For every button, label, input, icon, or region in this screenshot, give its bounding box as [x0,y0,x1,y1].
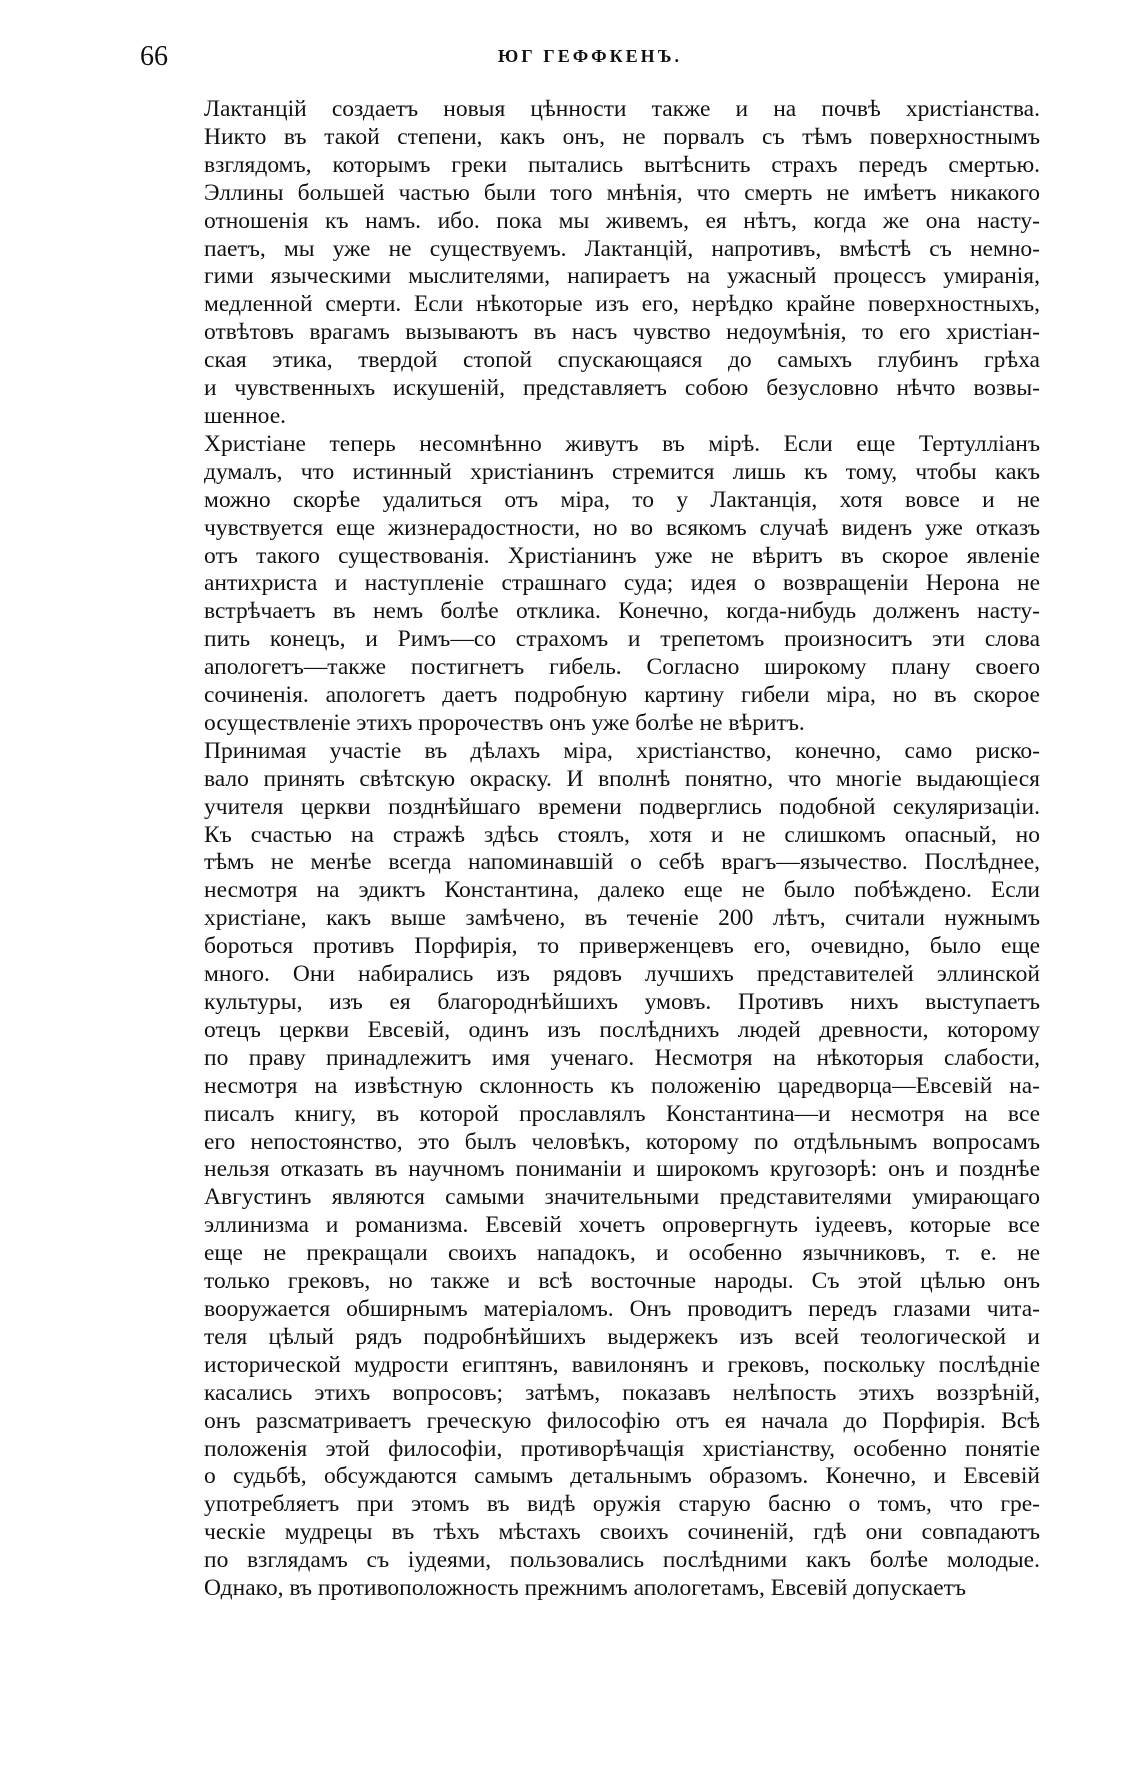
text-line: много. Они набирались изъ рядовъ лучшихъ представителей эллинской [204,961,1040,988]
text-line: и чувственныхъ искушенiй, представляетъ собою безусловно нѣчто возвы- [204,375,1040,402]
text-line: Лактанцiй создаетъ новыя цѣнности также и на почвѣ христiанства. [204,96,1040,122]
text-line: осуществленiе этихъ пророчествъ онъ уже болѣе не вѣритъ. [204,709,805,736]
text-line: еще не прекращали своихъ нападокъ, и особенно язычниковъ, т. е. не [204,1240,1040,1267]
text-line: пить конецъ, и Римъ—со страхомъ и трепетомъ произноситъ эти слова [204,626,1040,653]
text-line: можно скорѣе удалиться отъ мiра, то у Лактанцiя, хотя вовсе и не [204,486,1040,513]
text-line: думалъ, что истинный христiанинъ стремится лишь къ тому, чтобы какъ [204,458,1040,485]
text-line: Эллины большей частью были того мнѣнiя, что смерть не имѣетъ никакого [204,179,1040,206]
body-text [138,96,1040,1603]
text-line: отецъ церкви Евсевiй, одинъ изъ послѣднихъ людей древности, которому [204,1016,1040,1043]
text-line: встрѣчаетъ въ немъ болѣе отклика. Конечно, когда-нибудь долженъ насту- [204,598,1040,625]
text-line: несмотря на эдиктъ Константина, далеко еще не было побѣждено. Если [204,877,1040,904]
text-line: писалъ книгу, въ которой прославлялъ Константина—и несмотря на все [204,1100,1040,1127]
text-line: учителя церкви позднѣйшаго времени подверглись подобной секуляризацiи. [204,793,1040,820]
text-line: Къ счастью на стражѣ здѣсь стоялъ, хотя и не слишкомъ опасный, но [204,821,1040,848]
text-line: отъ такого существованiя. Христiанинъ уже не вѣритъ въ скорое явленiе [204,542,1040,569]
text-line: вооружается обширнымъ матерiаломъ. Онъ проводитъ передъ глазами чита- [204,1295,1040,1322]
text-line: исторической мудрости египтянъ, вавилонянъ и грековъ, поскольку послѣднiе [204,1351,1040,1378]
text-line: антихриста и наступленiе страшнаго суда; идея о возвращенiи Нерона не [204,570,1040,597]
text-line: взглядомъ, которымъ греки пытались вытѣснить страхъ передъ смертью. [204,151,1040,178]
page-header [140,40,1040,80]
text-line: шенное. [204,402,287,429]
text-line: нельзя отказать въ научномъ пониманiи и широкомъ кругозорѣ: онъ и позднѣе [204,1156,1040,1183]
text-line: ская этика, твердой стопой спускающаяся до самыхъ глубинъ грѣха [204,347,1040,374]
text-line: отвѣтовъ врагамъ вызываютъ въ насъ чувство недоумѣнiя, то его христiан- [204,319,1040,346]
running-title: ЮГ ГЕФФКЕНЪ. [498,46,682,66]
text-line: бороться противъ Порфирiя, то приверженцевъ его, очевидно, было еще [204,933,1040,960]
text-line: медленной смерти. Если нѣкоторые изъ его, нерѣдко крайне поверхностныхъ, [204,291,1040,318]
text-line: только грековъ, но также и всѣ восточные народы. Съ этой цѣлью онъ [204,1268,1040,1295]
text-line: сочиненiя. апологетъ даетъ подробную картину гибели мiра, но въ скорое [204,682,1040,709]
text-line: по взглядамъ съ iудеями, пользовались послѣдними какъ болѣе молодые. [204,1547,1040,1574]
text-line: тѣмъ не менѣе всегда напоминавшiй о себѣ врагъ—язычество. Послѣднее, [204,849,1040,876]
text-line: употребляетъ при этомъ въ видѣ оружiя старую басню о томъ, что гре- [204,1491,1040,1518]
text-line: эллинизма и романизма. Евсевiй хочетъ опровергнуть iудеевъ, которые все [204,1212,1040,1239]
text-line: касались этихъ вопросовъ; затѣмъ, показавъ нелѣпость этихъ воззрѣнiй, [204,1379,1040,1406]
text-line: христiане, какъ выше замѣчено, въ теченiе 200 лѣтъ, считали нужнымъ [204,905,1040,932]
text-line: культуры, изъ ея благороднѣйшихъ умовъ. Противъ нихъ выступаетъ [204,989,1040,1015]
text-line: Августинъ являются самыми значительными представителями умирающаго [204,1184,1040,1211]
text-line: отношенiя къ намъ. ибо. пока мы живемъ, ея нѣтъ, когда же она насту- [204,207,1040,234]
text-line: Христiане теперь несомнѣнно живутъ въ мiрѣ. Если еще Тертулліанъ [204,430,1040,457]
text-line: теля цѣлый рядъ подробнѣйшихъ выдержекъ изъ всей теологической и [204,1323,1040,1350]
text-line: несмотря на извѣстную склонность къ положенiю царедворца—Евсевiй на- [204,1072,1040,1099]
text-line: ческiе мудрецы въ тѣхъ мѣстахъ своихъ сочиненiй, гдѣ они совпадаютъ [204,1519,1040,1546]
paragraph-2 [138,431,1040,738]
paragraph-1 [138,96,1040,431]
paragraph-3 [138,738,1040,1603]
text-line: Принимая участiе въ дѣлахъ мiра, христiанство, конечно, само риско- [204,737,1040,764]
text-line: гими языческими мыслителями, напираетъ на ужасный процессъ умиранiя, [204,263,1040,290]
page-number: 66 [140,41,168,72]
text-line: чувствуется еще жизнерадостности, но во всякомъ случаѣ виденъ уже отказъ [204,514,1040,541]
text-line: вало принять свѣтскую окраску. И вполнѣ понятно, что многiе выдающiеся [204,765,1040,792]
text-line: онъ разсматриваетъ греческую философiю отъ ея начала до Порфирiя. Всѣ [204,1407,1040,1434]
text-line: его непостоянство, это былъ человѣкъ, которому по отдѣльнымъ вопросамъ [204,1128,1040,1155]
text-line: положенiя этой философiи, противорѣчащiя христiанству, особенно понятiе [204,1435,1040,1462]
text-line: паетъ, мы уже не существуемъ. Лактанцiй, напротивъ, вмѣстѣ съ немно- [204,235,1040,262]
text-line: о судьбѣ, обсуждаются самымъ детальнымъ образомъ. Конечно, и Евсевiй [204,1463,1040,1490]
text-line: по праву принадлежитъ имя ученаго. Несмотря на нѣкоторыя слабости, [204,1044,1040,1071]
text-line: Никто въ такой степени, какъ онъ, не порвалъ съ тѣмъ поверхностнымъ [204,123,1040,150]
text-line: апологетъ—также постигнетъ гибель. Согласно широкому плану своего [204,654,1040,681]
text-line: Однако, въ противоположность прежнимъ апологетамъ, Евсевiй допускаетъ [204,1575,967,1602]
